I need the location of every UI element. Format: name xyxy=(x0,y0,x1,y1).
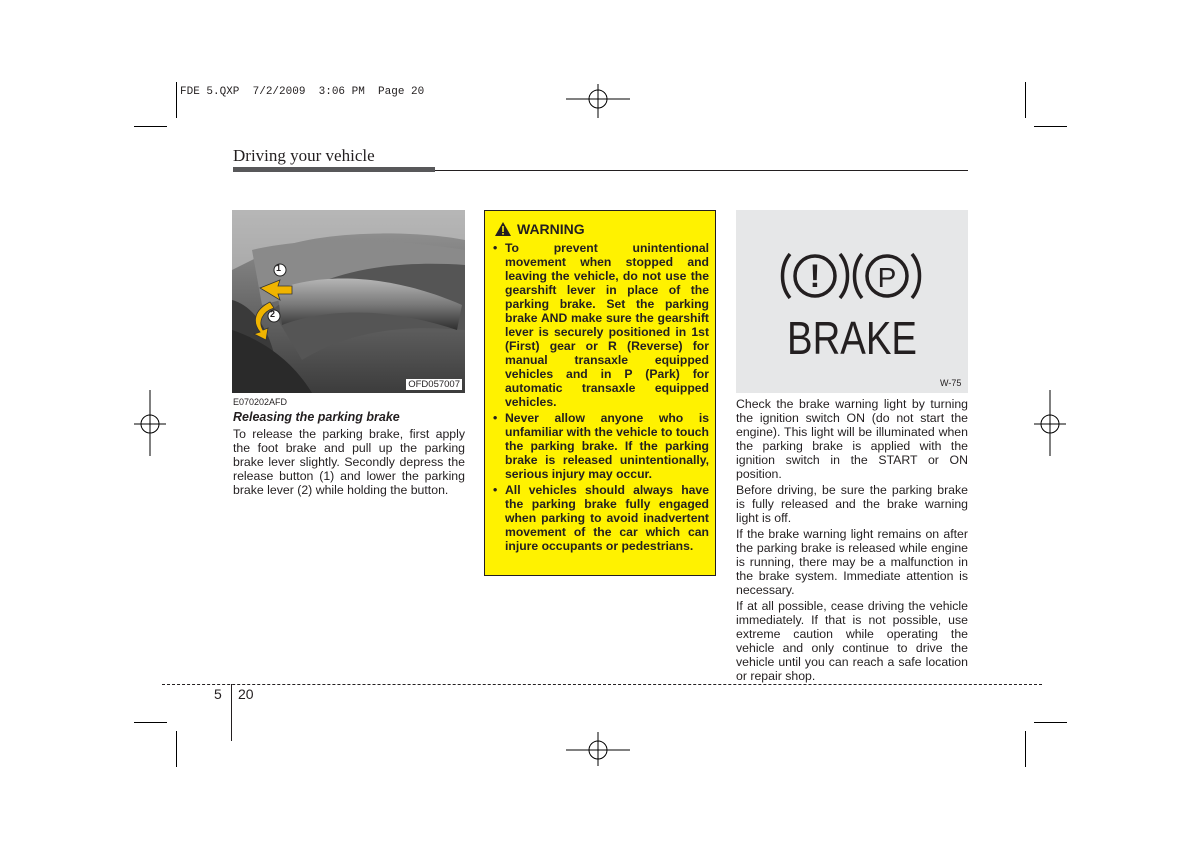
header-rule-thick xyxy=(233,167,435,172)
warning-triangle-icon xyxy=(495,222,511,236)
paragraph: Before driving, be sure the parking brake is fully released and the brake warning light is off. xyxy=(736,483,968,525)
warning-item: • Never allow anyone who is unfamiliar with the vehicle to touch the parking brake. If the parking brake is released unintentionally, serious injury may occur. xyxy=(493,411,709,481)
warning-header xyxy=(495,221,585,237)
section-subheading: Releasing the parking brake xyxy=(233,410,400,424)
footer-dotted-rule xyxy=(162,684,1042,685)
callout-1: 1 xyxy=(276,263,282,273)
footer-separator xyxy=(231,684,232,741)
warning-title: WARNING xyxy=(517,221,585,237)
header-rule-thin xyxy=(435,170,968,171)
brake-warning-figure xyxy=(736,210,968,393)
brake-warning-light-icon xyxy=(736,210,968,393)
print-slug: FDE 5.QXP 7/2/2009 3:06 PM Page 20 xyxy=(180,86,425,98)
section-number: 5 xyxy=(214,686,222,702)
page-header-title: Driving your vehicle xyxy=(233,146,375,165)
p-symbol: P xyxy=(877,262,897,293)
paragraph: Check the brake warning light by turning the ignition switch ON (do not start the engine). This light will be illuminated when the parking brake is applied with the ignition switch in the START or ON position. xyxy=(736,397,968,481)
brake-label: BRAKE xyxy=(787,312,917,364)
warning-list xyxy=(491,241,709,555)
callout-2: 2 xyxy=(270,309,276,319)
paragraph: If at all possible, cease driving the vehicle immediately. If that is not possible, use extreme caution while operating the vehicle and only continue to drive the vehicle until you can reach a safe location or repair shop. xyxy=(736,599,968,683)
figure-code-w75: W-75 xyxy=(940,378,962,388)
warning-box xyxy=(484,210,716,576)
figure-code: OFD057007 xyxy=(408,379,460,390)
page-number: 20 xyxy=(238,686,254,702)
paragraph: If the brake warning light remains on after the parking brake is released while engine is running, there may be a malfunction in the brake system. Immediate attention is necessary. xyxy=(736,527,968,597)
exclamation-symbol: ! xyxy=(809,258,821,294)
section-body: To release the parking brake, first apply the foot brake and pull up the parking brake lever slightly. Secondly depress the release button (1) and lower the parking brake lever (2) while holding the button. xyxy=(233,427,465,497)
warning-item: • To prevent unintentional movement when stopped and leaving the vehicle, do not use the gearshift lever in place of the parking brake. Set the parking brake AND make sure the gearshift lever is securely positioned in 1st (First) gear or R (Reverse) for manual transaxle equipped vehicles and in P (Park) for automatic transaxle equipped vehicles. xyxy=(493,241,709,409)
section-id: E070202AFD xyxy=(233,397,288,407)
right-column-text xyxy=(736,397,968,685)
parking-brake-photo xyxy=(232,210,465,393)
warning-item: • All vehicles should always have the parking brake fully engaged when parking to avoid inadvertent movement of the car which can injure occupants or pedestrians. xyxy=(493,483,709,553)
